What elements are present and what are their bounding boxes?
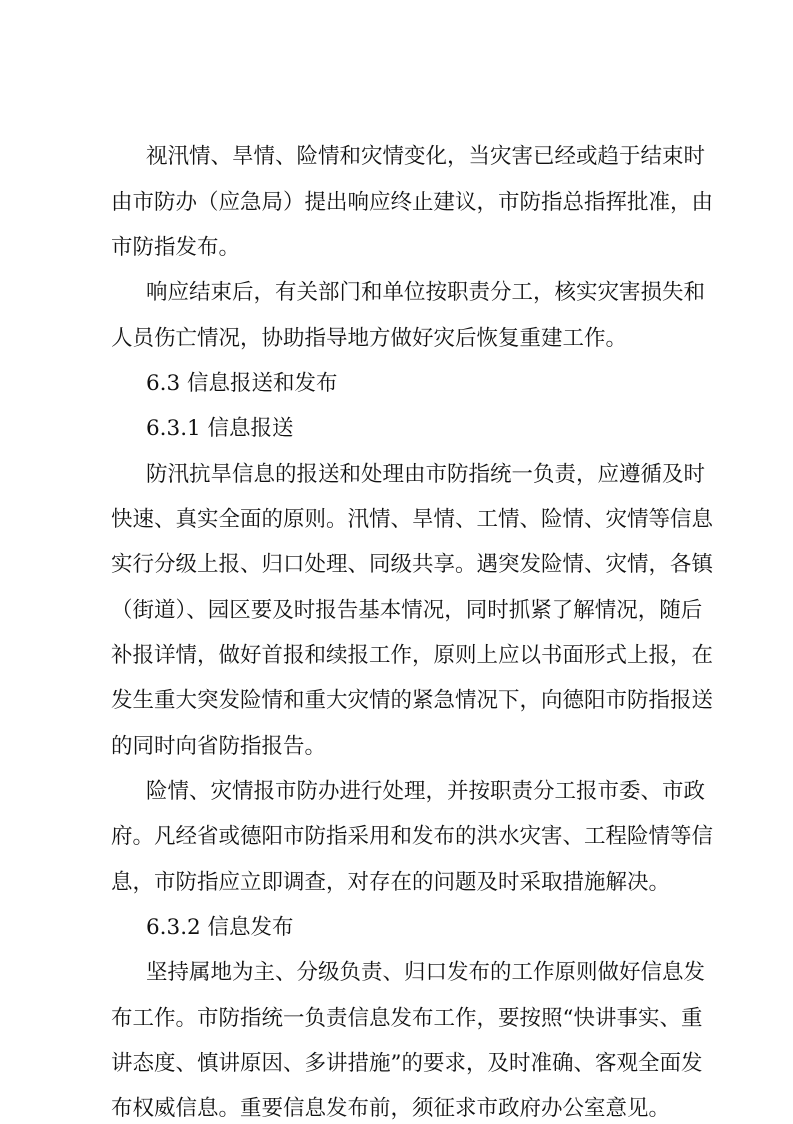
text-line: 讲态度、慎讲原因、多讲措施”的要求，及时准确、客观全面发	[111, 1051, 703, 1076]
text-line: 实行分级上报、归口处理、同级共享。遇突发险情、灾情，各镇	[111, 552, 714, 577]
text-line: 人员伤亡情况，协助指导地方做好灾后恢复重建工作。	[111, 326, 628, 351]
text-line: 补报详情，做好首报和续报工作，原则上应以书面形式上报，在	[111, 643, 714, 668]
text-line: 府。凡经省或德阳市防指采用和发布的洪水灾害、工程险情等信	[111, 824, 714, 849]
text-line: 市防指发布。	[111, 235, 241, 260]
text-line: 布工作。市防指统一负责信息发布工作，要按照“快讲事实、重	[111, 1006, 703, 1031]
text-line: 视汛情、旱情、险情和灾情变化，当灾害已经或趋于结束时	[146, 144, 706, 169]
subsection-heading: 6.3.2 信息发布	[146, 915, 294, 940]
text-line: 布权威信息。重要信息发布前，须征求市政府办公室意见。	[111, 1096, 671, 1121]
section-heading: 6.3 信息报送和发布	[146, 371, 338, 396]
text-line: 的同时向省防指报告。	[111, 734, 327, 759]
text-line: （街道）、园区要及时报告基本情况，同时抓紧了解情况，随后	[111, 598, 703, 623]
text-line: 防汛抗旱信息的报送和处理由市防指统一负责，应遵循及时	[146, 462, 706, 487]
text-line: 息，市防指应立即调查，对存在的问题及时采取措施解决。	[111, 870, 671, 895]
text-line: 坚持属地为主、分级负责、归口发布的工作原则做好信息发	[146, 960, 706, 985]
text-line: 由市防办（应急局）提出响应终止建议，市防指总指挥批准，由	[111, 190, 714, 215]
text-line: 响应结束后，有关部门和单位按职责分工，核实灾害损失和	[146, 280, 706, 305]
subsection-heading: 6.3.1 信息报送	[146, 416, 294, 441]
text-line: 发生重大突发险情和重大灾情的紧急情况下，向德阳市防指报送	[111, 688, 714, 713]
text-line: 险情、灾情报市防办进行处理，并按职责分工报市委、市政	[146, 779, 706, 804]
text-line: 快速、真实全面的原则。汛情、旱情、工情、险情、灾情等信息	[111, 507, 714, 532]
